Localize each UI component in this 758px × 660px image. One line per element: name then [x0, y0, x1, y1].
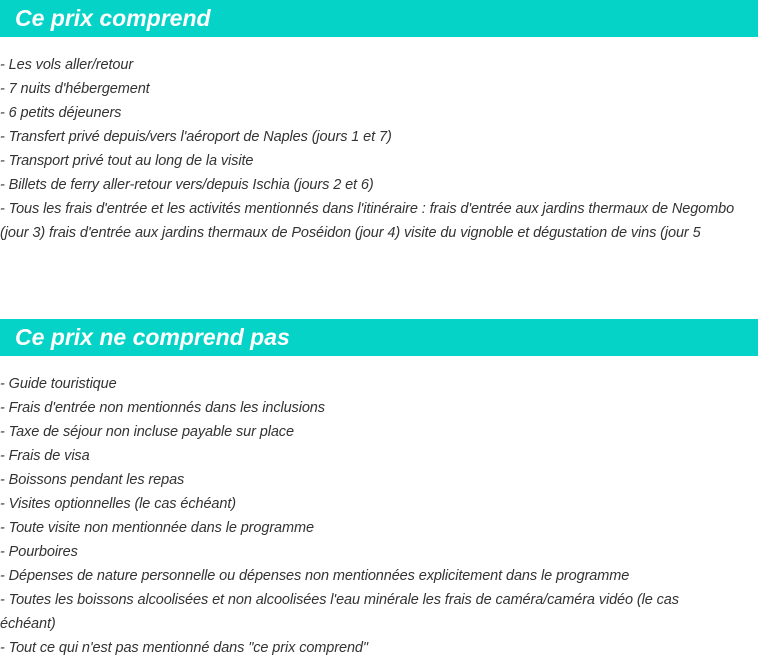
excluded-item: - Frais de visa — [0, 448, 90, 464]
excluded-item: - Boissons pendant les repas — [0, 472, 185, 488]
excluded-item: - Toute visite non mentionnée dans le programme — [0, 520, 314, 536]
excluded-item: - Toutes les boissons alcoolisées et non alcoolisées l'eau minérale les frais de caméra/caméra vidéo (le cas échéant) — [0, 592, 679, 632]
excluded-item: - Dépenses de nature personnelle ou dépenses non mentionnées explicitement dans le programme — [0, 568, 630, 584]
excluded-item: - Guide touristique — [0, 376, 117, 392]
included-item: - Transfert privé depuis/vers l'aéroport de Naples (jours 1 et 7) — [0, 129, 392, 145]
included-item: - Les vols aller/retour — [0, 57, 134, 73]
excluded-item: - Tout ce qui n'est pas mentionné dans "ce prix comprend" — [0, 640, 368, 656]
included-item: - 6 petits déjeuners — [0, 105, 122, 121]
included-items-list — [0, 53, 758, 245]
excluded-item: - Visites optionnelles (le cas échéant) — [0, 496, 237, 512]
excluded-section-title: Ce prix ne comprend pas — [0, 319, 758, 356]
excluded-item: - Taxe de séjour non incluse payable sur place — [0, 424, 294, 440]
included-item: - Billets de ferry aller-retour vers/depuis Ischia (jours 2 et 6) — [0, 177, 374, 193]
included-item: - Transport privé tout au long de la visite — [0, 153, 254, 169]
included-item: - Tous les frais d'entrée et les activités mentionnés dans l'itinéraire : frais d'entrée aux jardins thermaux de Negombo (jour 3) frais d'entrée aux jardins thermaux de Poséidon (jour 4) visite du vignoble et dégustation de vins (jour 5 — [0, 201, 735, 241]
excluded-item: - Frais d'entrée non mentionnés dans les inclusions — [0, 400, 325, 416]
excluded-item: - Pourboires — [0, 544, 78, 560]
excluded-items-list — [0, 372, 758, 660]
included-section-title: Ce prix comprend — [0, 0, 758, 37]
included-item: - 7 nuits d'hébergement — [0, 81, 150, 97]
